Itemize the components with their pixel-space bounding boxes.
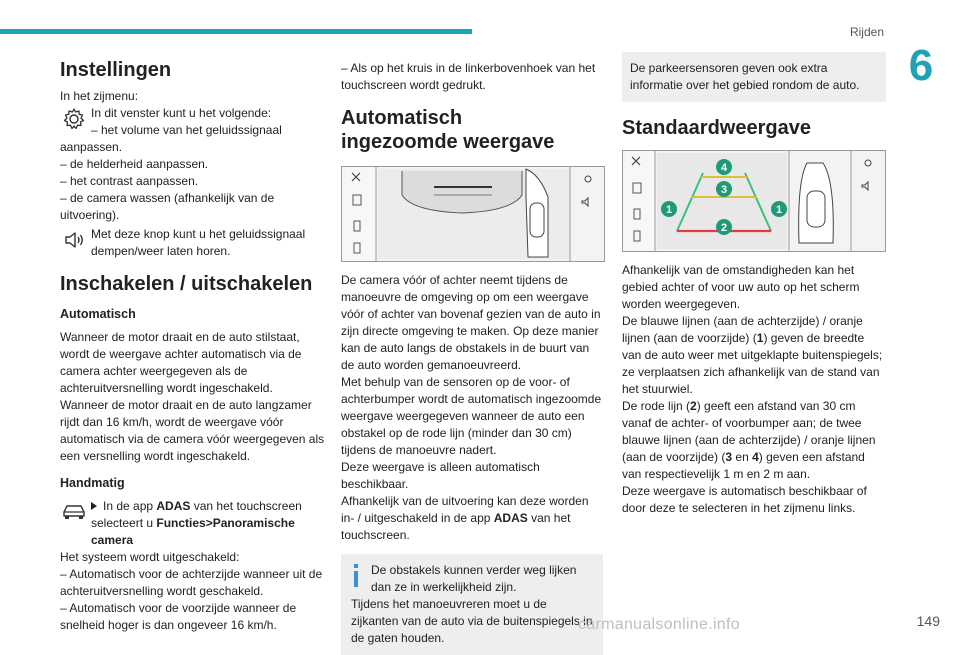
column-left <box>60 52 326 634</box>
standard-text: Afhankelijk van de omstandigheden kan het gebied achter of voor uw auto op het scherm worden weergegeven. <box>622 263 860 311</box>
manual-adas: ADAS <box>156 499 191 513</box>
chapter-title: Rijden <box>849 25 884 39</box>
manual-func: Functies>Panoramische camera <box>91 516 295 547</box>
settings-line: – het volume van het geluidssignaal <box>91 123 282 137</box>
gear-icon <box>60 105 88 133</box>
onoff-heading: Inschakelen / uitschakelen <box>60 273 313 295</box>
settings-row <box>60 105 326 139</box>
zoom-text: Deze weergave is alleen automatisch beschikbaar. <box>341 460 540 491</box>
auto-text: Wanneer de motor draait en de auto stilstaat, wordt de weergave achter automatisch via de camera achter weergegeven als de achteruitversnelling wordt ingeschakeld. <box>60 330 302 395</box>
chapter-number: 6 <box>908 41 934 90</box>
speaker-icon <box>582 198 588 206</box>
standard-text: Deze weergave is automatisch beschikbaar of door deze te selecteren in het zijmenu links. <box>622 484 867 515</box>
zoom-view-screenshot <box>341 166 605 262</box>
auto-text: Wanneer de motor draait en de auto langzamer rijdt dan 16 km/h, wordt de weergave vóór automatisch via de camera vóór weergegeven als een versnelling wordt ingeschakeld. <box>60 398 325 463</box>
standard-text: De rode lijn (2) geeft een afstand van 30 cm vanaf de achter- of voorbumper aan; de twee blauwe lijnen (aan de achterzijde) / oranje lijnen (aan de voorzijde) (3 en 4) geven een afstand van respectievelijk 1 m en 2 m aan. <box>622 399 876 481</box>
settings-intro: In het zijmenu: <box>60 89 139 103</box>
zoom-text-part: van het touchscreen. <box>341 511 571 542</box>
system-text: Het systeem wordt uitgeschakeld: <box>60 550 240 564</box>
system-text: – Automatisch voor de voorzijde wanneer de snelheid hoger is dan ongeveer 16 km/h. <box>60 601 297 632</box>
zoom-text: De camera vóór of achter neemt tijdens de manoeuvre de omgeving op om een weergave vóór of achter van bovenaf gezien van de auto in zijn directe omgeving te maken. Op deze manier kan de auto langs de obstakels in de buurt van de auto worden gemanoeuvreerd. <box>341 273 601 372</box>
watermark: carmanualsonline.info <box>578 616 740 633</box>
manual-text: In de app <box>103 499 157 513</box>
mute-text: Met deze knop kunt u het geluidssignaal dempen/weer laten horen. <box>91 227 306 258</box>
car-icon <box>60 498 88 526</box>
auto-heading: Automatisch <box>60 307 136 321</box>
standard-text: De blauwe lijnen (aan de achterzijde) / oranje lijnen (aan de voorzijde) (1) geven de breedte van de auto weer met uitgeklapte buitenspiegels; ze verplaatsen zich afhankelijk van de stand van het stuurwiel. <box>622 314 883 396</box>
marker-3: 3 <box>720 184 728 196</box>
zoom-adas: ADAS <box>493 511 528 525</box>
marker-1-right: 1 <box>775 204 783 216</box>
column-middle <box>341 60 603 655</box>
zoom-heading: Automatisch ingezoomde weergave <box>341 107 555 153</box>
standard-heading: Standaardweergave <box>622 117 811 139</box>
standard-view-screenshot <box>622 150 886 252</box>
zoom-text-part: Afhankelijk van de uitvoering kan deze worden in- / uitgeschakeld in de app <box>341 494 589 525</box>
speaker-icon <box>862 182 868 190</box>
info-text: Tijdens het manoeuvreren moet u de zijkanten van de auto via de buitenspiegels in de gaten houden. <box>351 597 593 645</box>
mute-row <box>60 226 326 260</box>
arrow-icon <box>91 502 97 510</box>
marker-4: 4 <box>720 162 728 174</box>
settings-line: – het contrast aanpassen. <box>60 174 199 188</box>
sensor-note: De parkeersensoren geven ook extra informatie over het gebied rondom de auto. <box>622 52 886 102</box>
info-text: De obstakels kunnen verder weg lijken dan ze in werkelijkheid zijn. <box>371 563 577 594</box>
manual-row <box>60 498 326 549</box>
settings-line: – de camera wassen (afhankelijk van de uitvoering). <box>60 191 275 222</box>
settings-icon-text: In dit venster kunt u het volgende: <box>91 106 272 120</box>
zoom-text <box>341 493 603 544</box>
settings-line: – de helderheid aanpassen. <box>60 157 209 171</box>
zoom-text: Met behulp van de sensoren op de voor- of achterbumper wordt de automatisch ingezoomde weergave weergegeven wanneer de auto een obstakel op de rode lijn (minder dan 30 cm) tijdens de manoeuvre nadert. <box>341 375 602 457</box>
marker-1-left: 1 <box>665 204 673 216</box>
manual-text: van het touchscreen selecteert u <box>91 499 302 530</box>
settings-line: aanpassen. <box>60 140 123 154</box>
speaker-icon <box>60 226 88 254</box>
system-text: – Automatisch voor de achterzijde wanneer uit de achteruitversnelling wordt geschakeld. <box>60 567 323 598</box>
page-number: 149 <box>916 613 940 629</box>
gear-icon <box>865 160 871 166</box>
chapter-color-bar <box>0 29 472 34</box>
column-right <box>622 52 886 517</box>
gear-icon <box>585 176 591 182</box>
marker-2: 2 <box>720 222 728 234</box>
settings-heading: Instellingen <box>60 59 172 81</box>
manual-heading: Handmatig <box>60 476 125 490</box>
info-icon <box>351 562 361 596</box>
cross-text: – Als op het kruis in de linkerbovenhoek van het touchscreen wordt gedrukt. <box>341 61 596 92</box>
